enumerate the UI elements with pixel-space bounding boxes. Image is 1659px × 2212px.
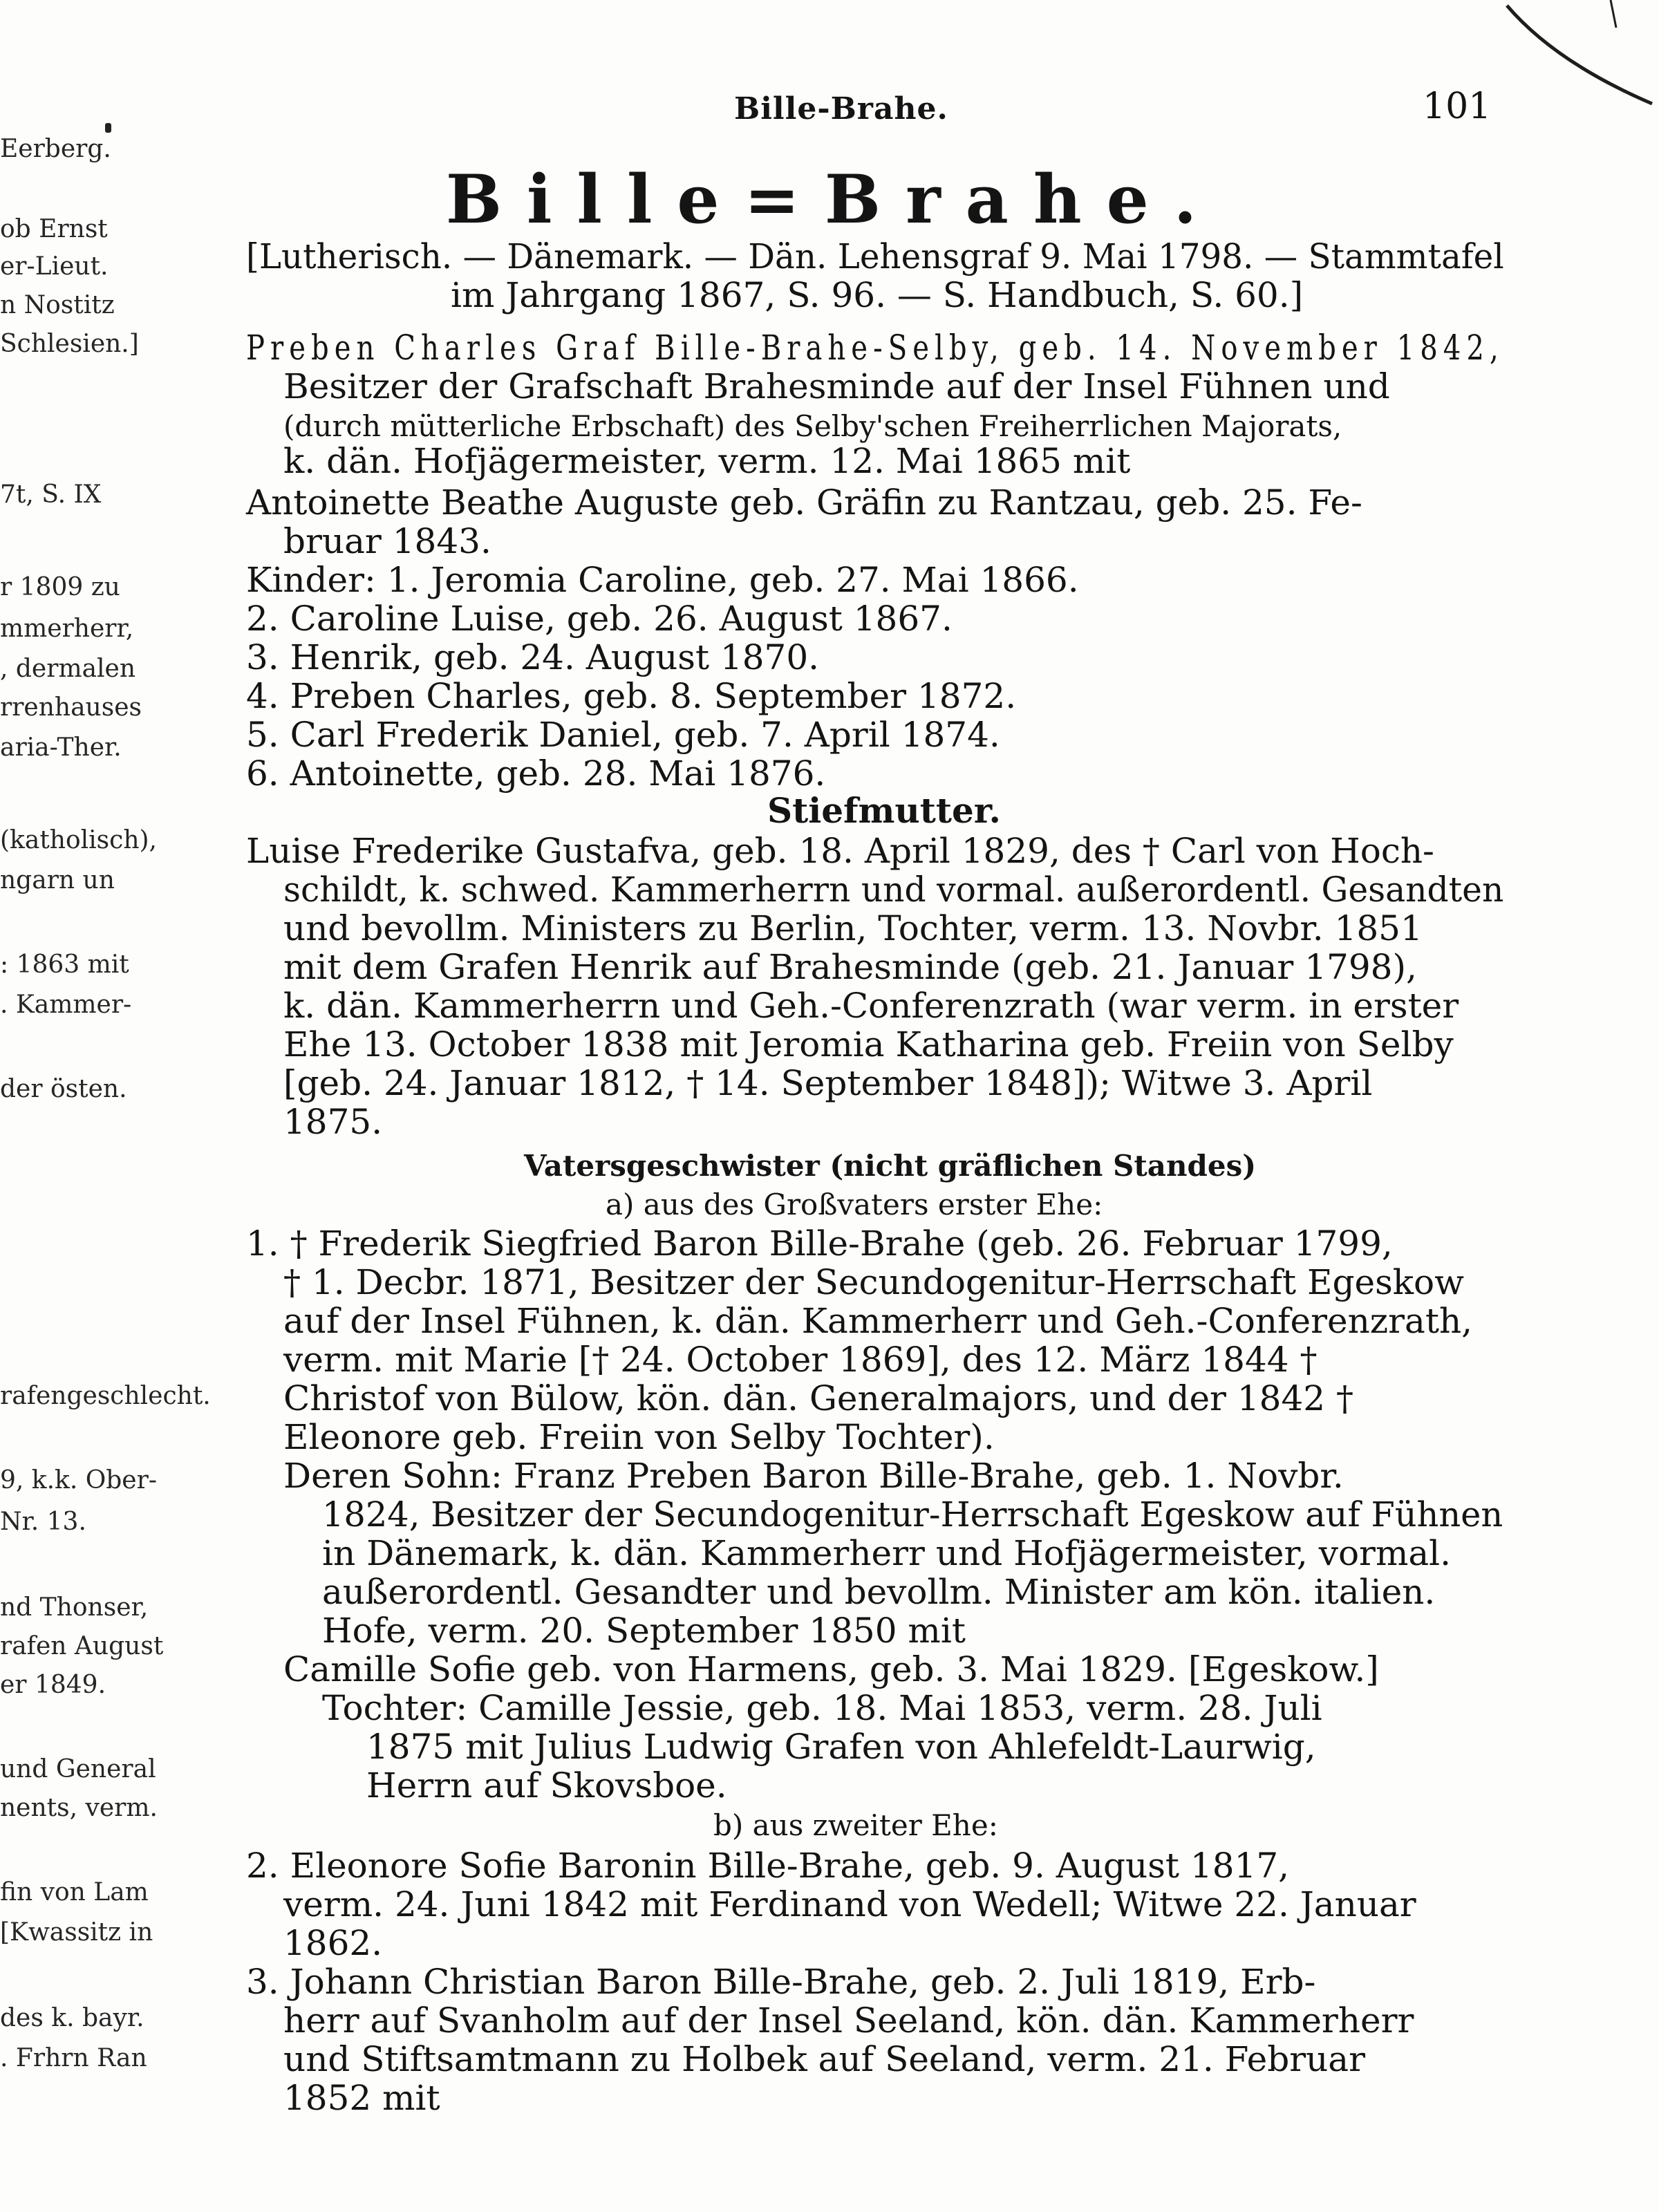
text-line: auf der Insel Fühnen, k. dän. Kammerherr und Geh.-Conferenzrath, <box>283 1301 1473 1341</box>
gutter-fragment: ob Ernst <box>0 215 108 243</box>
text-line: 3. Johann Christian Baron Bille-Brahe, geb. 2. Juli 1819, Erb- <box>246 1962 1316 2002</box>
text-line: [geb. 24. Januar 1812, † 14. September 1848]); Witwe 3. April <box>283 1063 1373 1103</box>
text-line: Luise Frederike Gustafva, geb. 18. April 1829, des † Carl von Hoch- <box>246 831 1434 871</box>
subsection-heading: a) aus des Großvaters erster Ehe: <box>606 1188 1103 1221</box>
text-line: k. dän. Hofjägermeister, verm. 12. Mai 1865 mit <box>283 441 1131 481</box>
gutter-fragment: r 1809 zu <box>0 573 120 601</box>
text-line: Preben Charles Graf Bille-Brahe-Selby, geb. 14. November 1842, <box>246 328 1504 368</box>
text-line: Besitzer der Grafschaft Brahesminde auf der Insel Fühnen und <box>283 366 1390 406</box>
text-line: 1824, Besitzer der Secundogenitur-Herrschaft Egeskow auf Fühnen <box>322 1494 1503 1535</box>
gutter-fragment: er 1849. <box>0 1671 106 1699</box>
subsection-heading: b) aus zweiter Ehe: <box>713 1808 998 1842</box>
text-line: 4. Preben Charles, geb. 8. September 1872. <box>246 676 1017 716</box>
gutter-fragment: 7t, S. IX <box>0 480 102 509</box>
text-line: mit dem Grafen Henrik auf Brahesminde (geb. 21. Januar 1798), <box>283 947 1417 987</box>
text-line: 1852 mit <box>283 2078 440 2118</box>
text-line: außerordentl. Gesandter und bevollm. Minister am kön. italien. <box>322 1572 1436 1612</box>
text-line: Hofe, verm. 20. September 1850 mit <box>322 1611 966 1651</box>
text-line: [Lutherisch. — Dänemark. — Dän. Lehensgraf 9. Mai 1798. — Stammtafel <box>246 236 1504 276</box>
text-line: Ehe 13. October 1838 mit Jeromia Katharina geb. Freiin von Selby <box>283 1024 1454 1065</box>
page-title-text: Bille=Brahe. <box>445 160 1222 238</box>
text-line: 1875 mit Julius Ludwig Grafen von Ahlefeldt-Laurwig, <box>366 1727 1316 1767</box>
gutter-fragment: (katholisch), <box>0 826 157 854</box>
gutter-fragment: mmerherr, <box>0 615 134 643</box>
text-line: 2. Caroline Luise, geb. 26. August 1867. <box>246 599 953 639</box>
text-line: bruar 1843. <box>283 521 491 561</box>
gutter-fragment: nents, verm. <box>0 1794 158 1822</box>
text-line: Tochter: Camille Jessie, geb. 18. Mai 1853, verm. 28. Juli <box>322 1688 1322 1728</box>
section-heading: Stiefmutter. <box>767 790 1001 831</box>
text-line: 2. Eleonore Sofie Baronin Bille-Brahe, geb. 9. August 1817, <box>246 1846 1290 1886</box>
page-number: 101 <box>1423 86 1492 127</box>
text-line: herr auf Svanholm auf der Insel Seeland, kön. dän. Kammerherr <box>283 2000 1414 2041</box>
text-line: k. dän. Kammerherrn und Geh.-Conferenzrath (war verm. in erster <box>283 986 1459 1026</box>
text-line: 5. Carl Frederik Daniel, geb. 7. April 1874. <box>246 715 1000 755</box>
gutter-fragment: Eerberg. <box>0 135 111 163</box>
gutter-fragment: des k. bayr. <box>0 2004 144 2032</box>
text-line: Herrn auf Skovsboe. <box>366 1765 727 1806</box>
gutter-ink-mark <box>105 123 111 133</box>
gutter-fragment: rrenhauses <box>0 693 142 722</box>
text-line: † 1. Decbr. 1871, Besitzer der Secundogenitur-Herrschaft Egeskow <box>283 1262 1464 1302</box>
text-line: (durch mütterliche Erbschaft) des Selby'schen Freiherrlichen Majorats, <box>283 409 1342 443</box>
gutter-fragment: der östen. <box>0 1075 127 1103</box>
gutter-fragment: rafen August <box>0 1632 164 1660</box>
text-line: Antoinette Beathe Auguste geb. Gräfin zu Rantzau, geb. 25. Fe- <box>246 482 1362 523</box>
gutter-fragment: : 1863 mit <box>0 950 129 979</box>
text-line: und Stiftsamtmann zu Holbek auf Seeland, verm. 21. Februar <box>283 2039 1366 2079</box>
section-heading: Vatersgeschwister (nicht gräflichen Standes) <box>524 1149 1257 1183</box>
text-line: 1875. <box>283 1102 383 1142</box>
gutter-fragment: rafengeschlecht. <box>0 1382 211 1410</box>
running-head: Bille-Brahe. <box>734 91 948 126</box>
text-line: Eleonore geb. Freiin von Selby Tochter). <box>283 1417 995 1457</box>
text-line: Christof von Bülow, kön. dän. Generalmajors, und der 1842 † <box>283 1378 1353 1418</box>
text-line: verm. mit Marie [† 24. October 1869], des 12. März 1844 † <box>283 1340 1318 1380</box>
gutter-fragment: . Frhrn Ran <box>0 2044 147 2072</box>
text-line: und bevollm. Ministers zu Berlin, Tochter, verm. 13. Novbr. 1851 <box>283 908 1423 948</box>
gutter-fragment: 9, k.k. Ober- <box>0 1466 157 1494</box>
gutter-fragment: ngarn un <box>0 866 115 894</box>
text-line: im Jahrgang 1867, S. 96. — S. Handbuch, S. 60.] <box>451 275 1304 315</box>
gutter-fragment: nd Thonser, <box>0 1593 149 1622</box>
gutter-fragment: aria-Ther. <box>0 733 122 762</box>
text-line: schildt, k. schwed. Kammerherrn und vormal. außerordentl. Gesandten <box>283 870 1504 910</box>
gutter-fragment: fin von Lam <box>0 1878 149 1906</box>
gutter-fragment: [Kwassitz in <box>0 1918 153 1947</box>
gutter-fragment: n Nostitz <box>0 291 115 319</box>
text-line: 3. Henrik, geb. 24. August 1870. <box>246 637 820 677</box>
text-line: 6. Antoinette, geb. 28. Mai 1876. <box>246 753 826 794</box>
page-corner-edge <box>1507 0 1659 138</box>
page-title <box>0 160 1659 238</box>
gutter-fragment: und General <box>0 1755 156 1783</box>
text-line: 1862. <box>283 1923 383 1963</box>
gutter-fragment: Nr. 13. <box>0 1508 86 1536</box>
gutter-fragment: . Kammer- <box>0 991 132 1019</box>
text-line: in Dänemark, k. dän. Kammerherr und Hofjägermeister, vormal. <box>322 1533 1452 1573</box>
text-line: Deren Sohn: Franz Preben Baron Bille-Brahe, geb. 1. Novbr. <box>283 1456 1344 1496</box>
text-line: Kinder: 1. Jeromia Caroline, geb. 27. Mai 1866. <box>246 560 1079 600</box>
gutter-fragment: Schlesien.] <box>0 330 139 358</box>
text-line: 1. † Frederik Siegfried Baron Bille-Brahe (geb. 26. Februar 1799, <box>246 1224 1393 1264</box>
text-line: verm. 24. Juni 1842 mit Ferdinand von Wedell; Witwe 22. Januar <box>283 1884 1416 1924</box>
text-line: Camille Sofie geb. von Harmens, geb. 3. Mai 1829. [Egeskow.] <box>283 1649 1379 1689</box>
gutter-fragment: er-Lieut. <box>0 252 109 281</box>
gutter-fragment: , dermalen <box>0 655 136 683</box>
